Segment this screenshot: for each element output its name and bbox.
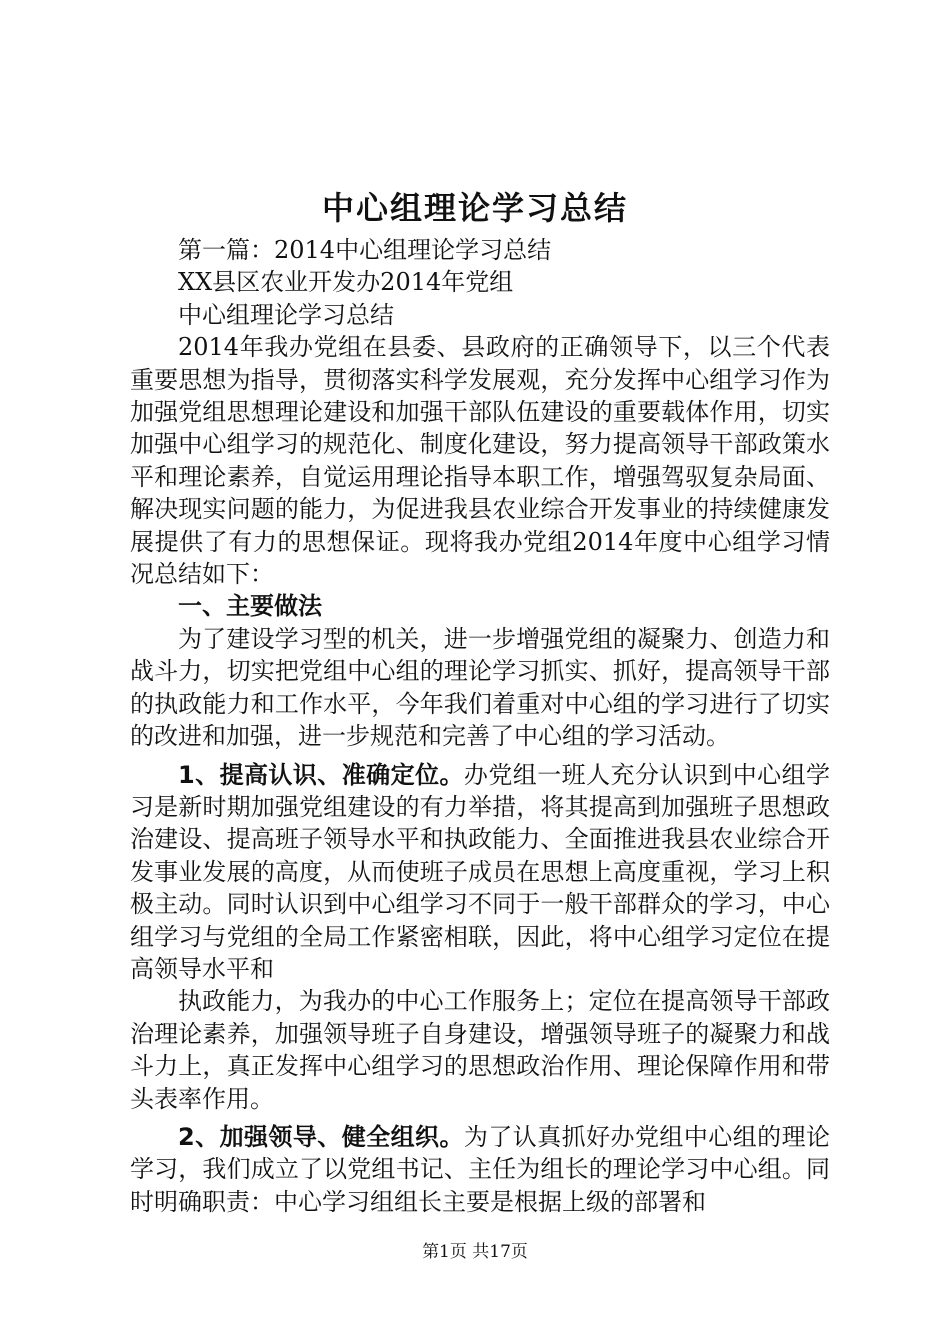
point-1-text: 办党组一班人充分认识到中心组学习是新时期加强党组建设的有力举措，将其提高到加强班子思想政治建设、提高班子领导水平和执政能力、全面推进我县农业综合开发事业发展的高度，从而使班子成员在思想上高度重视，学习上积极主动。同时认识到中心组学习不同于一般干部群众的学习，中心组学习与党组的全局工作紧密相联，因此，将中心组学习定位在提高领导水平和 xyxy=(130,760,831,983)
paragraph-intro: 2014年我办党组在县委、县政府的正确领导下，以三个代表重要思想为指导，贯彻落实科学发展观，充分发挥中心组学习作为加强党组思想理论建设和加强干部队伍建设的重要载体作用，切实加强中心组学习的规范化、制度化建设，努力提高领导干部政策水平和理论素养，自觉运用理论指导本职工作，增强驾驭复杂局面、解决现实问题的能力，为促进我县农业综合开发事业的持续健康发展提供了有力的思想保证。现将我办党组2014年度中心组学习情况总结如下： xyxy=(130,333,830,589)
subtitle-line-3: 中心组理论学习总结 xyxy=(178,300,394,329)
paragraph-practices: 为了建设学习型的机关，进一步增强党组的凝聚力、创造力和战斗力，切实把党组中心组的理论学习抓实、抓好，提高领导干部的执政能力和工作水平，今年我们着重对中心组的学习进行了切实的改进和加强，进一步规范和完善了中心组的学习活动。 xyxy=(130,624,830,751)
point-2-text: 为了认真抓好办党组中心组的理论学习，我们成立了以党组书记、主任为组长的理论学习中心组。同时明确职责：中心学习组组长主要是根据上级的部署和 xyxy=(130,1122,831,1216)
paragraph-point-1-continued: 执政能力，为我办的中心工作服务上；定位在提高领导干部政治理论素养，加强领导班子自身建设，增强领导班子的凝聚力和战斗力上，真正发挥中心组学习的思想政治作用、理论保障作用和带头表率作用。 xyxy=(130,987,830,1113)
document-body xyxy=(130,234,830,1218)
document-title: 中心组理论学习总结 xyxy=(321,189,628,227)
page-footer: 第1页 共17页 xyxy=(422,1242,528,1262)
paragraph-point-2 xyxy=(130,1121,830,1218)
section-heading-main-practices: 一、主要做法 xyxy=(178,592,322,621)
point-1-lead: 1、提高认识、准确定位。 xyxy=(178,760,464,789)
point-2-lead: 2、加强领导、健全组织。 xyxy=(178,1122,464,1151)
subtitle-line-1: 第一篇：2014中心组理论学习总结 xyxy=(178,236,552,264)
subtitle-line-2: XX县区农业开发办2014年党组 xyxy=(178,268,514,297)
paragraph-point-1 xyxy=(130,759,830,986)
